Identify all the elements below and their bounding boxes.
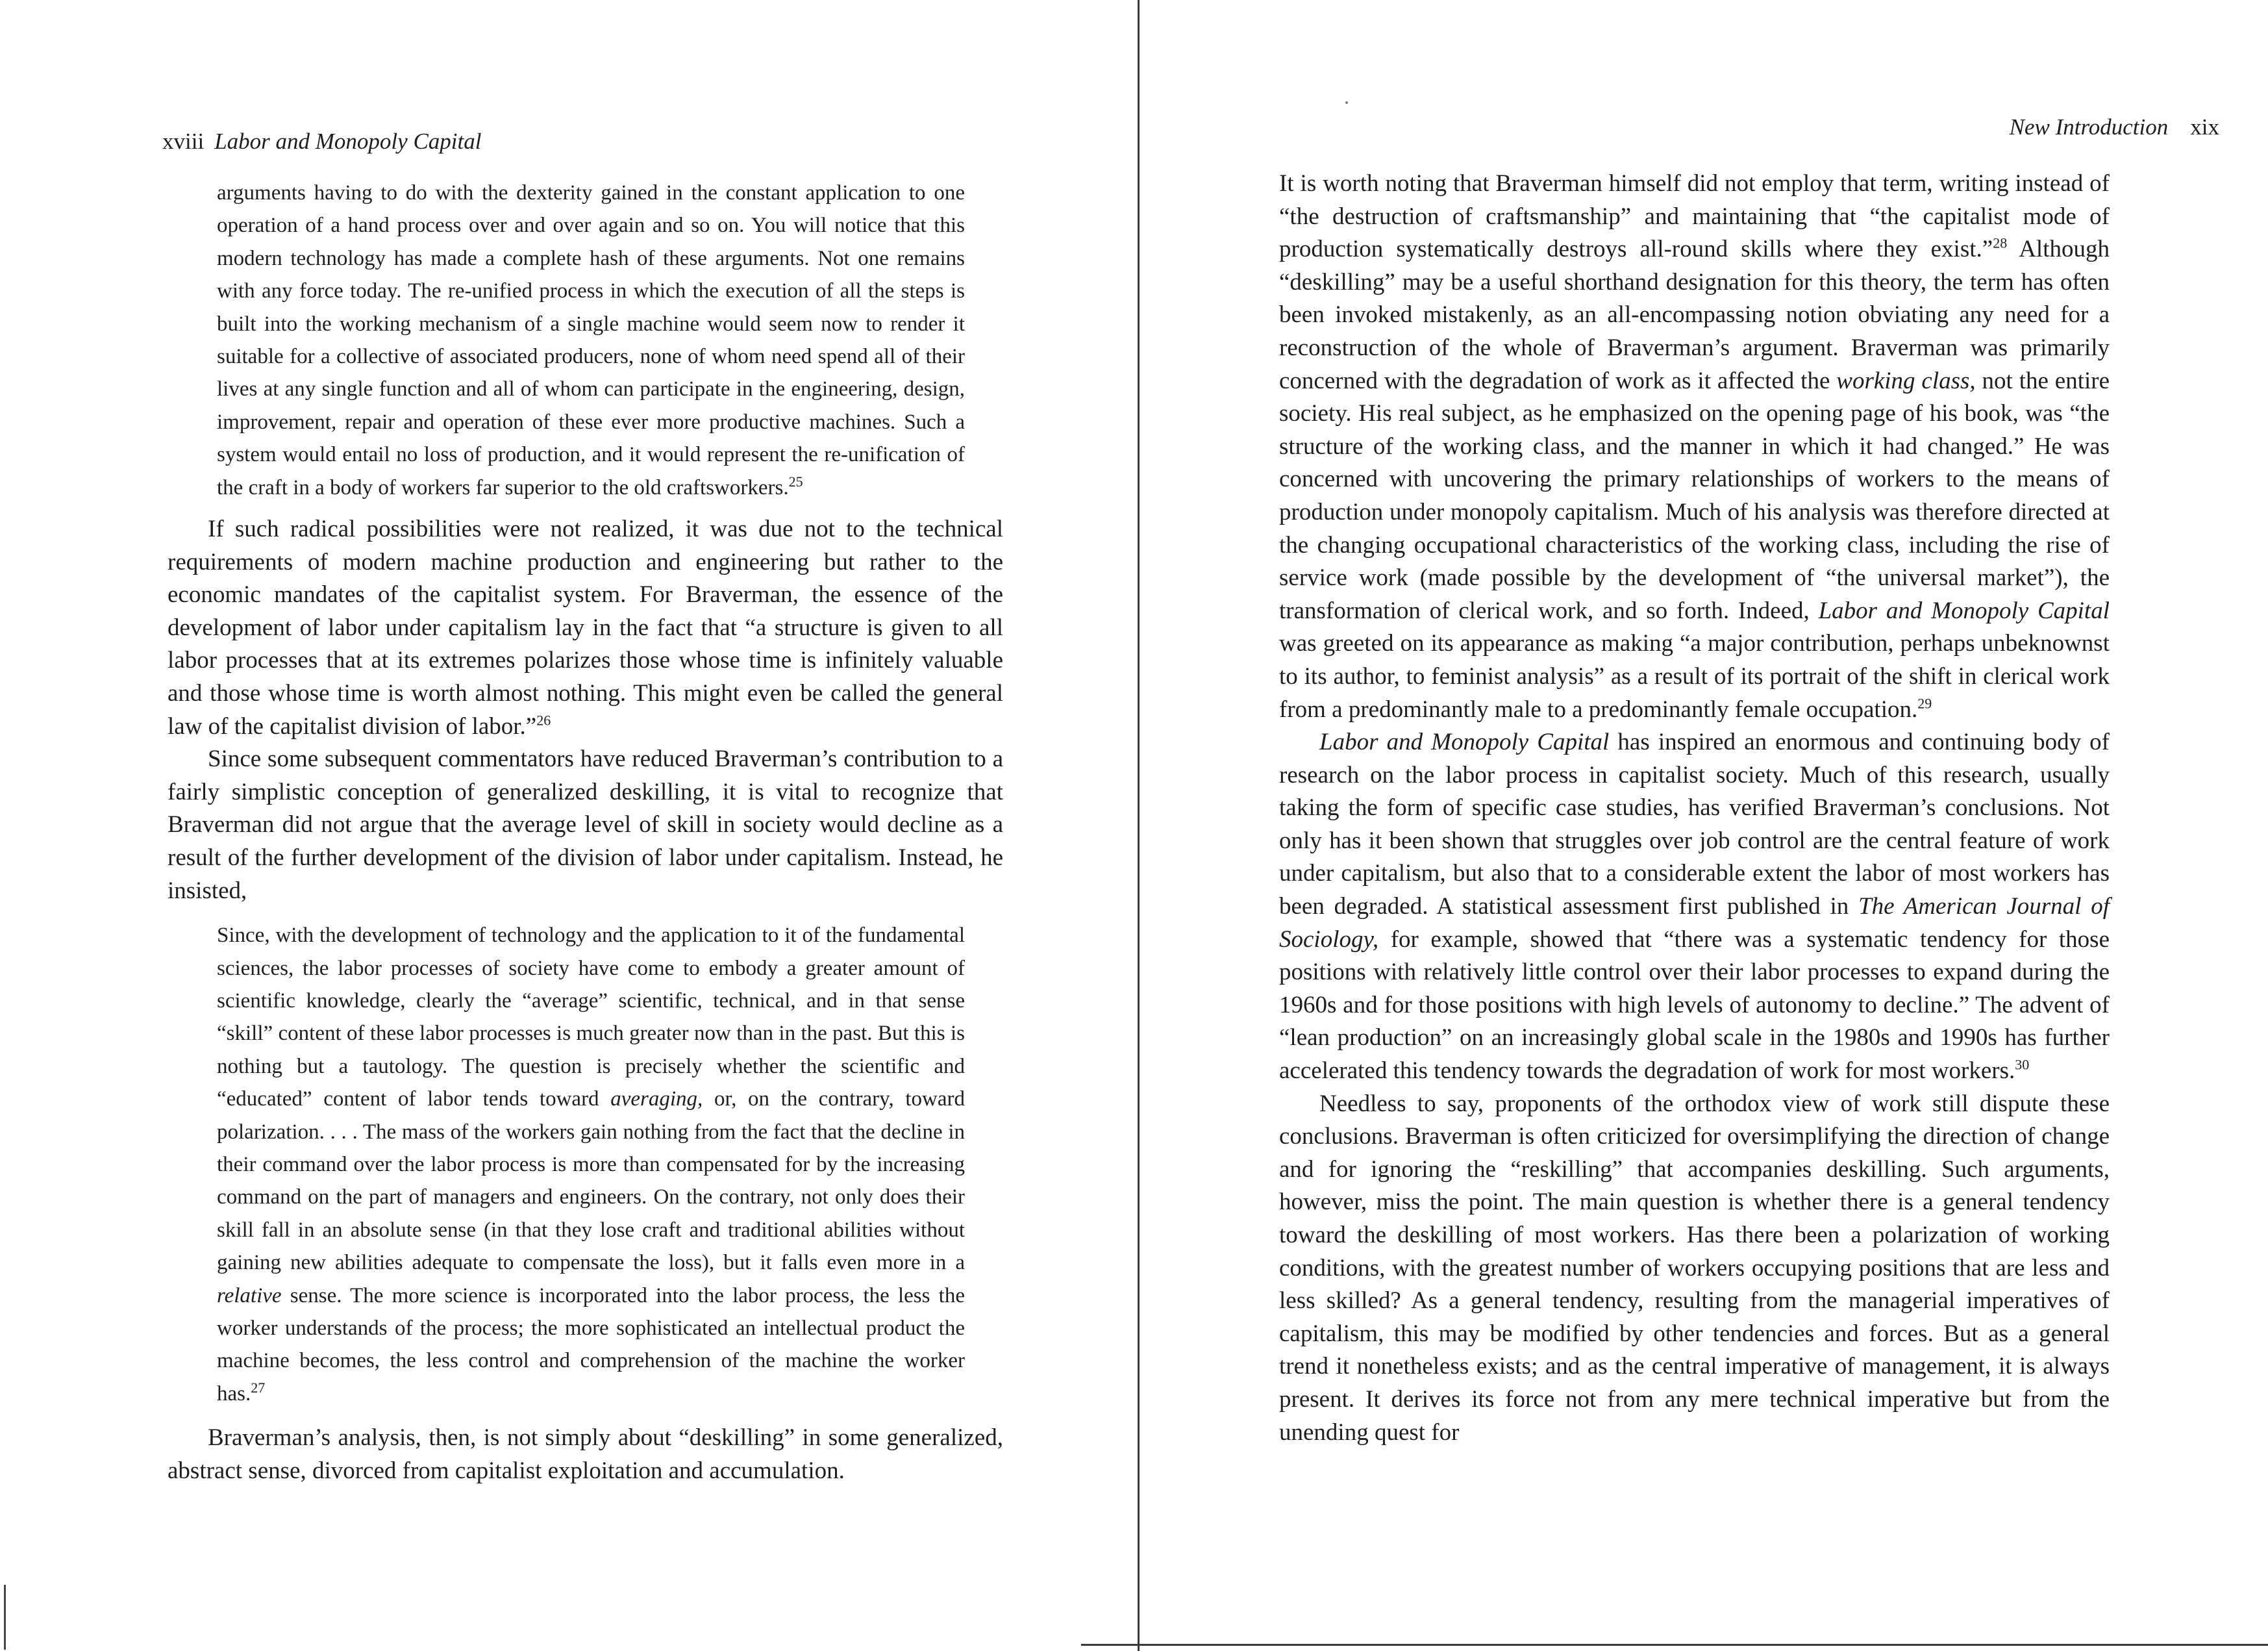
emphasis-working-class: working class, (1836, 367, 1976, 394)
paragraph-worth-noting (1279, 168, 2110, 726)
paragraph-worth-noting-part-2: Although “deskilling” may be a useful shorthand designation for this theory, the term has often been invoked mistakenly, as an all-encompassing notion obviating any need for a reconstruction of the whole of Braverman’s argument. Braverman was primarily concerned with the degradation of work as it affected the (1279, 236, 2110, 394)
paragraph-worth-noting-part-4: was greeted on its appearance as making “a major contribution, perhaps unbeknownst to its author, to feminist analysis” as a result of its portrait of the shift in clerical work from a predominantly male to a predominantly female occupation. (1279, 630, 2110, 723)
right-running-title: New Introduction (2009, 114, 2169, 140)
left-running-title: Labor and Monopoly Capital (214, 129, 482, 154)
paragraph-inspired-research (1279, 726, 2110, 1088)
paragraph-worth-noting-part-1: It is worth noting that Braverman himself did not employ that term, writing instead of “the destruction of craftsmanship” and maintaining that “the capitalist mode of production systematically destroys all-round skills where they exist.” (1279, 170, 2110, 263)
scan-edge-mark (4, 1585, 6, 1650)
left-page (0, 0, 1130, 1651)
paragraph-subsequent-commentators: Since some subsequent commentators have reduced Braverman’s contribution to a fairly simplistic conception of generalized deskilling, it is vital to recognize that Braverman did not argue that the average level of skill in society would decline as a result of the further development of the division of labor under capitalism. Instead, he insisted, (168, 746, 1003, 904)
footnote-ref-28: 28 (1993, 234, 2008, 251)
block-quote-2 (217, 919, 965, 1410)
right-running-head (2010, 113, 2219, 142)
paragraph-inspired-research-part-1: has inspired an enormous and continuing body of research on the labor process in capitalist society. Much of this research, usually taking the form of specific case studies, has verified Braverman’s conclusions. Not only has it been shown that struggles over job control are the central feature of work under capitalism, but also that to a considerable extent the labor of most workers has been degraded. A statistical assessment first published in (1279, 729, 2110, 920)
left-folio: xviii (162, 129, 205, 154)
right-page (1143, 0, 2268, 1651)
footnote-ref-29: 29 (1917, 695, 1932, 712)
footnote-ref-26: 26 (536, 712, 551, 729)
left-text-column (168, 177, 1003, 1487)
block-quote-2-part-3: sense. The more science is incorporated into the labor process, the less the worker understands of the process; the more sophisticated an intellectual product the machine becomes, the less control and comprehension of the machine the worker has. (217, 1283, 965, 1405)
book-title-reference-2: Labor and Monopoly Capital (1319, 729, 1610, 756)
paragraph-bravermans-analysis: Braverman’s analysis, then, is not simply about “deskilling” in some generalized, abstract sense, divorced from capitalist exploitation and accumulation. (168, 1424, 1003, 1484)
left-running-head (162, 127, 481, 156)
block-quote-1 (217, 177, 965, 504)
paragraph-inspired-research-part-2: for example, showed that “there was a systematic tendency for those positions with relatively little control over their labor processes to expand during the 1960s and for those positions with high levels of autonomy to decline.” The advent of “lean production” on an increasingly global scale in the 1980s and 1990s has further accelerated this tendency towards the degradation of work for most workers. (1279, 926, 2110, 1085)
journal-title-reference: The American Journal of Sociology, (1279, 893, 2110, 953)
paragraph-worth-noting-part-3: not the entire society. His real subject, as he emphasized on the opening page of his book, was “the structure of the working class, and the manner in which it had changed.” He was concerned with uncovering the primary relationships of workers to the means of production under monopoly capitalism. Much of his analysis was therefore directed at the changing occupational characteristics of the working class, including the rise of service work (made possible by the development of “the universal market”), the transformation of clerical work, and so forth. Indeed, (1279, 367, 2110, 624)
block-quote-1-text: arguments having to do with the dexterity gained in the constant application to one operation of a hand process over and over again and so on. You will notice that this modern technology has made a complete hash of these arguments. Not one remains with any force today. The re-unified process in which the execution of all the steps is built into the working mechanism of a single machine would seem now to render it suitable for a collective of associated producers, none of whom need spend all of their lives at any single function and all of whom can participate in the engineering, design, improvement, repair and operation of these ever more productive machines. Such a system would entail no loss of production, and it would represent the re-unification of the craft in a body of workers far superior to the old craftsworkers. (217, 181, 965, 499)
block-quote-2-emphasis-averaging: averaging, (610, 1087, 703, 1111)
block-quote-2-part-2: or, on the contrary, toward polarization. . . . The mass of the workers gain nothing from the fact that the decline in their command over the labor process is more than compensated for by the increasing command on the part of managers and engineers. On the contrary, not only does their skill fall in an absolute sense (in that they lose craft and traditional abilities without gaining new abilities adequate to compensate the loss), but it falls even more in a (217, 1087, 965, 1275)
paragraph-radical-possibilities-text: If such radical possibilities were not realized, it was due not to the technical requirements of modern machine production and engineering but rather to the economic mandates of the capitalist system. For Braverman, the essence of the development of labor under capitalism lay in the fact that “a structure is given to all labor processes that at its extremes polarizes those whose time is infinitely valuable and those whose time is worth almost nothing. This might even be called the general law of the capitalist division of labor.” (168, 516, 1003, 740)
block-quote-2-part-1: Since, with the development of technology and the application to it of the fundamental sciences, the labor processes of society have come to embody a greater amount of scientific knowledge, clearly the “average” scientific, technical, and in that sense “skill” content of these labor processes is much greater now than in the past. But this is nothing but a tautology. The question is precisely whether the scientific and “educated” content of labor tends toward (217, 924, 965, 1111)
book-gutter (1138, 0, 1140, 1651)
paragraph-radical-possibilities (168, 513, 1003, 743)
right-folio: xix (2190, 114, 2219, 140)
footnote-ref-25: 25 (788, 473, 803, 490)
footnote-ref-30: 30 (2015, 1056, 2030, 1073)
footnote-ref-27: 27 (251, 1379, 266, 1396)
paragraph-needless-to-say: Needless to say, proponents of the orthodox view of work still dispute these conclusions. Braverman is often criticized for oversimplifying the direction of change and for ignoring the “reskilling” that accompanies deskilling. Such arguments, however, miss the point. The main question is whether there is a general tendency toward the deskilling of most workers. Has there been a polarization of working conditions, with the greatest number of workers occupying positions that are less and less skilled? As a general tendency, resulting from the managerial imperatives of capitalism, this may be modified by other tendencies and forces. But as a general trend it nonetheless exists; and as the central imperative of management, it is always present. It derives its force not from any mere technical imperative but from the unending quest for (1279, 1090, 2110, 1446)
right-text-column (1279, 168, 2110, 1449)
book-title-reference: Labor and Monopoly Capital (1818, 597, 2110, 624)
block-quote-2-emphasis-relative: relative (217, 1283, 282, 1307)
